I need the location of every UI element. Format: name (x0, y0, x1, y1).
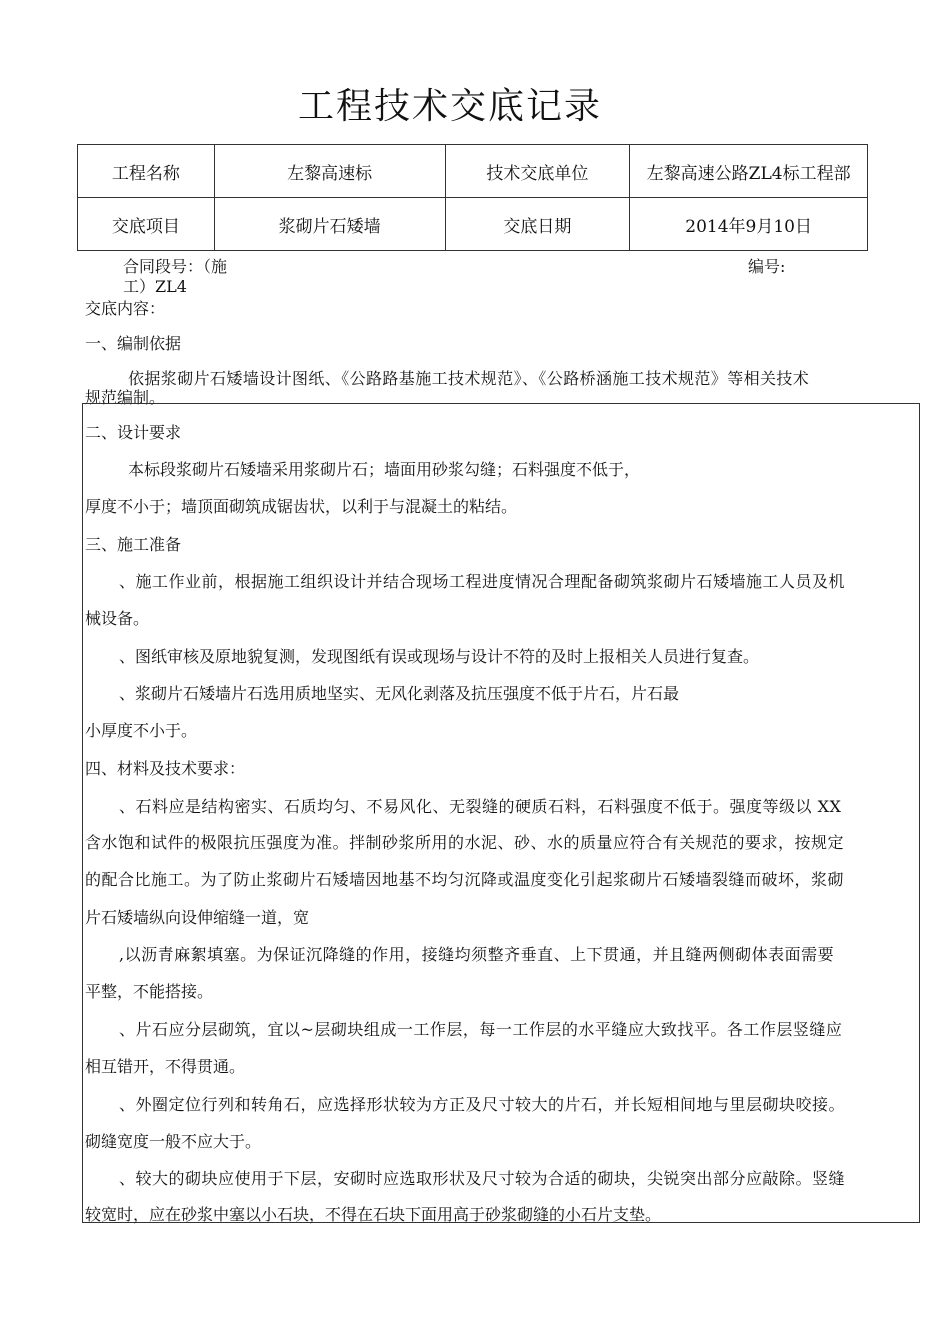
paragraph-line: 、外圈定位行列和转角石，应选择形状较为方正及尺寸较大的片石，并长短相间地与里层砌块咬接。 (119, 1095, 846, 1114)
paragraph-line: 、图纸审核及原地貌复测，发现图纸有误或现场与设计不符的及时上报相关人员进行复查。 (119, 647, 760, 666)
paragraph-line: 械设备。 (85, 609, 150, 628)
paragraph-line: 规范编制。 (85, 388, 166, 407)
label-project-name: 工程名称 (78, 145, 215, 198)
section-heading: 四、材料及技术要求： (85, 759, 246, 778)
paragraph-line: 含水饱和试件的极限抗压强度为准。拌制砂浆所用的水泥、砂、水的质量应符合有关规范的要求，按规定 (85, 833, 845, 852)
value-briefing-date: 2014年9月10日 (630, 198, 868, 251)
value-briefing-item: 浆砌片石矮墙 (214, 198, 445, 251)
table-row (78, 145, 868, 198)
section-heading: 二、设计要求 (85, 423, 182, 442)
paragraph-line: 平整，不能搭接。 (85, 982, 214, 1001)
paragraph-line: 厚度不小于；墙顶面砌筑成锯齿状，以利于与混凝土的粘结。 (85, 497, 518, 516)
table-row (78, 198, 868, 251)
paragraph-line: 小厚度不小于。 (85, 721, 198, 740)
contract-number: 工）ZL4 (123, 277, 187, 296)
paragraph-line: 、浆砌片石矮墙片石选用质地坚实、无风化剥落及抗压强度不低于片石，片石最 (119, 684, 680, 703)
paragraph-line: 、石料应是结构密实、石质均匀、不易风化、无裂缝的硬质石料，石料强度不低于。强度等级以 XX (119, 797, 842, 816)
label-briefing-unit: 技术交底单位 (445, 145, 630, 198)
paragraph-line: 、片石应分层砌筑，宜以~层砌块组成一工作层，每一工作层的水平缝应大致找平。各工作层竖缝应 (119, 1020, 843, 1039)
paragraph-line: 、较大的砌块应使用于下层，安砌时应选取形状及尺寸较为合适的砌块，尖锐突出部分应敲除。竖缝 (119, 1169, 846, 1188)
value-project-name: 左黎高速标 (214, 145, 445, 198)
paragraph-line: 的配合比施工。为了防止浆砌片石矮墙因地基不均匀沉降或温度变化引起浆砌片石矮墙裂缝而破坏，浆砌 (85, 870, 845, 889)
section-heading: 三、施工准备 (85, 535, 182, 554)
paragraph-line: 、施工作业前，根据施工组织设计并结合现场工程进度情况合理配备砌筑浆砌片石矮墙施工人员及机 (119, 572, 846, 591)
section-heading: 一、编制依据 (85, 334, 182, 353)
label-briefing-date: 交底日期 (445, 198, 630, 251)
paragraph-line: 砌缝宽度一般不应大于。 (85, 1132, 262, 1151)
info-table (77, 144, 868, 251)
label-briefing-item: 交底项目 (78, 198, 215, 251)
paragraph-line: 依据浆砌片石矮墙设计图纸、《公路路基施工技术规范》、《公路桥涵施工技术规范》等相关技术 (128, 369, 810, 388)
contract-label: 合同段号：（施 (123, 257, 228, 276)
paragraph-line: 片石矮墙纵向设伸缩缝一道，宽 (85, 908, 310, 927)
paragraph-line: ,以沥青麻絮填塞。为保证沉降缝的作用，接缝均须整齐垂直、上下贯通，并且缝两侧砌体表面需要 (119, 945, 835, 964)
paragraph-line: 相互错开，不得贯通。 (85, 1057, 246, 1076)
content-box (82, 403, 920, 1223)
page-title: 工程技术交底记录 (297, 86, 602, 127)
value-briefing-unit: 左黎高速公路ZL4标工程部 (630, 145, 868, 198)
paragraph-line: 较宽时，应在砂浆中塞以小石块，不得在石块下面用高于砂浆砌缝的小石片支垫。 (85, 1205, 662, 1224)
content-label: 交底内容： (85, 299, 166, 318)
paragraph-line: 本标段浆砌片石矮墙采用浆砌片石；墙面用砂浆勾缝；石料强度不低于， (128, 460, 641, 479)
number-label: 编号: (748, 257, 786, 276)
